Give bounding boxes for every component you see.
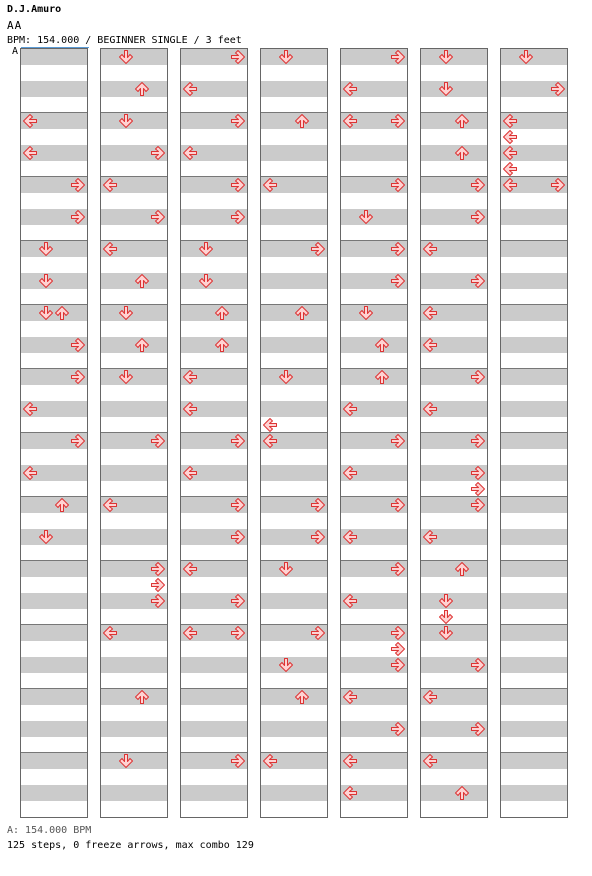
beat-band: [501, 497, 567, 513]
up-arrow-icon: [294, 113, 310, 129]
beat-band: [501, 209, 567, 225]
down-arrow-icon: [118, 49, 134, 65]
beat-band: [501, 625, 567, 641]
left-arrow-icon: [102, 241, 118, 257]
chart-column-2: [100, 48, 168, 818]
up-arrow-icon: [374, 337, 390, 353]
left-arrow-icon: [342, 689, 358, 705]
up-arrow-icon: [454, 561, 470, 577]
beat-band: [501, 593, 567, 609]
right-arrow-icon: [390, 561, 406, 577]
chart-column-5: [340, 48, 408, 818]
left-arrow-icon: [422, 305, 438, 321]
beat-band: [421, 625, 487, 641]
right-arrow-icon: [150, 145, 166, 161]
beat-band: [181, 273, 247, 289]
measure-line: [501, 368, 567, 369]
beat-band: [21, 593, 87, 609]
beat-band: [341, 305, 407, 321]
right-arrow-icon: [390, 49, 406, 65]
down-arrow-icon: [278, 561, 294, 577]
left-arrow-icon: [342, 113, 358, 129]
left-arrow-icon: [342, 593, 358, 609]
down-arrow-icon: [278, 369, 294, 385]
right-arrow-icon: [230, 497, 246, 513]
measure-line: [181, 688, 247, 689]
beat-band: [421, 593, 487, 609]
down-arrow-icon: [438, 625, 454, 641]
beat-band: [261, 465, 327, 481]
beat-band: [421, 81, 487, 97]
right-arrow-icon: [230, 49, 246, 65]
left-arrow-icon: [422, 529, 438, 545]
step-stats: 125 steps, 0 freeze arrows, max combo 129: [7, 840, 254, 851]
beat-band: [101, 465, 167, 481]
right-arrow-icon: [310, 497, 326, 513]
right-arrow-icon: [150, 593, 166, 609]
beat-band: [501, 241, 567, 257]
beat-band: [21, 241, 87, 257]
left-arrow-icon: [422, 401, 438, 417]
measure-line: [21, 688, 87, 689]
measure-line: [501, 304, 567, 305]
right-arrow-icon: [470, 209, 486, 225]
measure-line: [261, 560, 327, 561]
up-arrow-icon: [214, 305, 230, 321]
left-arrow-icon: [262, 417, 278, 433]
right-arrow-icon: [230, 177, 246, 193]
right-arrow-icon: [390, 657, 406, 673]
up-arrow-icon: [54, 305, 70, 321]
left-arrow-icon: [422, 241, 438, 257]
left-arrow-icon: [182, 81, 198, 97]
right-arrow-icon: [550, 177, 566, 193]
beat-band: [101, 529, 167, 545]
down-arrow-icon: [38, 305, 54, 321]
left-arrow-icon: [182, 465, 198, 481]
down-arrow-icon: [358, 209, 374, 225]
beat-band: [261, 785, 327, 801]
beat-band: [261, 593, 327, 609]
measure-line: [501, 432, 567, 433]
down-arrow-icon: [438, 609, 454, 625]
measure-line: [501, 688, 567, 689]
beat-band: [261, 657, 327, 673]
measure-line: [261, 368, 327, 369]
right-arrow-icon: [230, 529, 246, 545]
left-arrow-icon: [22, 401, 38, 417]
left-arrow-icon: [182, 401, 198, 417]
measure-line: [21, 240, 87, 241]
beat-band: [101, 721, 167, 737]
chart-column-1: [20, 48, 88, 818]
beat-band: [21, 721, 87, 737]
beat-band: [21, 49, 87, 65]
beat-band: [181, 657, 247, 673]
left-arrow-icon: [342, 401, 358, 417]
right-arrow-icon: [230, 593, 246, 609]
beat-band: [501, 753, 567, 769]
down-arrow-icon: [198, 273, 214, 289]
beat-band: [261, 369, 327, 385]
right-arrow-icon: [470, 465, 486, 481]
right-arrow-icon: [390, 497, 406, 513]
beat-band: [501, 337, 567, 353]
chart-column-4: [260, 48, 328, 818]
left-arrow-icon: [342, 81, 358, 97]
left-arrow-icon: [502, 145, 518, 161]
up-arrow-icon: [294, 689, 310, 705]
right-arrow-icon: [70, 337, 86, 353]
left-arrow-icon: [262, 753, 278, 769]
left-arrow-icon: [182, 369, 198, 385]
right-arrow-icon: [150, 561, 166, 577]
beat-band: [261, 81, 327, 97]
beat-band: [501, 465, 567, 481]
measure-line: [501, 496, 567, 497]
right-arrow-icon: [470, 657, 486, 673]
right-arrow-icon: [470, 177, 486, 193]
right-arrow-icon: [390, 433, 406, 449]
beat-band: [501, 305, 567, 321]
song-title: AA: [7, 19, 23, 32]
left-arrow-icon: [182, 625, 198, 641]
chart-column-3: [180, 48, 248, 818]
right-arrow-icon: [550, 81, 566, 97]
right-arrow-icon: [390, 273, 406, 289]
left-arrow-icon: [262, 433, 278, 449]
beat-band: [21, 561, 87, 577]
left-arrow-icon: [262, 177, 278, 193]
beat-band: [261, 145, 327, 161]
beat-band: [101, 305, 167, 321]
beat-band: [261, 209, 327, 225]
up-arrow-icon: [454, 113, 470, 129]
right-arrow-icon: [150, 209, 166, 225]
down-arrow-icon: [438, 593, 454, 609]
up-arrow-icon: [134, 273, 150, 289]
left-arrow-icon: [102, 497, 118, 513]
left-arrow-icon: [342, 529, 358, 545]
right-arrow-icon: [390, 113, 406, 129]
measure-line: [501, 240, 567, 241]
right-arrow-icon: [70, 369, 86, 385]
measure-line: [101, 752, 167, 753]
right-arrow-icon: [470, 481, 486, 497]
right-arrow-icon: [390, 625, 406, 641]
right-arrow-icon: [390, 177, 406, 193]
beat-band: [421, 49, 487, 65]
beat-band: [261, 561, 327, 577]
beat-band: [101, 113, 167, 129]
right-arrow-icon: [470, 273, 486, 289]
left-arrow-icon: [342, 465, 358, 481]
left-arrow-icon: [502, 113, 518, 129]
down-arrow-icon: [38, 529, 54, 545]
left-arrow-icon: [342, 785, 358, 801]
right-arrow-icon: [230, 113, 246, 129]
down-arrow-icon: [358, 305, 374, 321]
beat-band: [501, 433, 567, 449]
beat-band: [101, 369, 167, 385]
measure-line: [21, 624, 87, 625]
down-arrow-icon: [38, 273, 54, 289]
left-arrow-icon: [22, 145, 38, 161]
left-arrow-icon: [502, 177, 518, 193]
measure-line: [21, 752, 87, 753]
up-arrow-icon: [134, 689, 150, 705]
beat-band: [261, 721, 327, 737]
beat-band: [341, 145, 407, 161]
chart-meta: BPM: 154.000 / BEGINNER SINGLE / 3 feet: [7, 35, 242, 46]
right-arrow-icon: [390, 241, 406, 257]
measure-line: [21, 560, 87, 561]
left-arrow-icon: [22, 113, 38, 129]
beat-band: [261, 337, 327, 353]
beat-band: [21, 753, 87, 769]
beat-band: [501, 689, 567, 705]
right-arrow-icon: [70, 177, 86, 193]
beat-band: [501, 561, 567, 577]
right-arrow-icon: [230, 625, 246, 641]
down-arrow-icon: [278, 49, 294, 65]
right-arrow-icon: [470, 721, 486, 737]
up-arrow-icon: [214, 337, 230, 353]
left-arrow-icon: [102, 625, 118, 641]
up-arrow-icon: [454, 145, 470, 161]
down-arrow-icon: [118, 113, 134, 129]
beat-band: [501, 657, 567, 673]
measure-line: [181, 240, 247, 241]
beat-band: [501, 401, 567, 417]
right-arrow-icon: [390, 641, 406, 657]
left-arrow-icon: [182, 145, 198, 161]
beat-band: [101, 401, 167, 417]
right-arrow-icon: [470, 433, 486, 449]
beat-band: [181, 689, 247, 705]
beat-band: [501, 273, 567, 289]
left-arrow-icon: [102, 177, 118, 193]
right-arrow-icon: [470, 369, 486, 385]
beat-band: [101, 49, 167, 65]
beat-band: [21, 657, 87, 673]
song-artist: D.J.Amuro: [7, 4, 62, 15]
beat-band: [341, 209, 407, 225]
right-arrow-icon: [150, 433, 166, 449]
right-arrow-icon: [70, 433, 86, 449]
down-arrow-icon: [38, 241, 54, 257]
beat-band: [21, 81, 87, 97]
left-arrow-icon: [502, 129, 518, 145]
beat-band: [21, 625, 87, 641]
right-arrow-icon: [230, 433, 246, 449]
down-arrow-icon: [118, 369, 134, 385]
beat-band: [181, 721, 247, 737]
beat-band: [21, 689, 87, 705]
right-arrow-icon: [310, 529, 326, 545]
right-arrow-icon: [390, 721, 406, 737]
left-arrow-icon: [342, 753, 358, 769]
down-arrow-icon: [438, 81, 454, 97]
beat-band: [21, 273, 87, 289]
left-arrow-icon: [422, 689, 438, 705]
up-arrow-icon: [134, 81, 150, 97]
measure-line: [421, 624, 487, 625]
left-arrow-icon: [422, 753, 438, 769]
right-arrow-icon: [70, 209, 86, 225]
beat-band: [261, 273, 327, 289]
beat-band: [181, 785, 247, 801]
up-arrow-icon: [374, 369, 390, 385]
beat-band: [21, 785, 87, 801]
right-arrow-icon: [230, 209, 246, 225]
beat-band: [501, 49, 567, 65]
right-arrow-icon: [470, 497, 486, 513]
beat-band: [501, 785, 567, 801]
measure-line: [341, 304, 407, 305]
up-arrow-icon: [454, 785, 470, 801]
up-arrow-icon: [54, 497, 70, 513]
beat-band: [101, 657, 167, 673]
right-arrow-icon: [310, 241, 326, 257]
down-arrow-icon: [118, 753, 134, 769]
down-arrow-icon: [518, 49, 534, 65]
chart-column-7: [500, 48, 568, 818]
bpm-marker-label: A: [12, 46, 19, 57]
right-arrow-icon: [310, 625, 326, 641]
up-arrow-icon: [134, 337, 150, 353]
down-arrow-icon: [198, 241, 214, 257]
beat-band: [261, 49, 327, 65]
left-arrow-icon: [502, 161, 518, 177]
beat-band: [21, 529, 87, 545]
measure-line: [501, 752, 567, 753]
measure-line: [501, 624, 567, 625]
measure-line: [101, 368, 167, 369]
beat-band: [501, 721, 567, 737]
beat-band: [261, 401, 327, 417]
up-arrow-icon: [294, 305, 310, 321]
beat-band: [101, 785, 167, 801]
right-arrow-icon: [230, 753, 246, 769]
left-arrow-icon: [422, 337, 438, 353]
bpm-summary: A: 154.000 BPM: [7, 825, 92, 836]
beat-band: [181, 241, 247, 257]
chart-column-6: [420, 48, 488, 818]
left-arrow-icon: [182, 561, 198, 577]
beat-band: [101, 753, 167, 769]
right-arrow-icon: [150, 577, 166, 593]
down-arrow-icon: [278, 657, 294, 673]
down-arrow-icon: [438, 49, 454, 65]
beat-band: [501, 529, 567, 545]
measure-line: [101, 112, 167, 113]
beat-band: [501, 369, 567, 385]
down-arrow-icon: [118, 305, 134, 321]
left-arrow-icon: [22, 465, 38, 481]
measure-line: [501, 560, 567, 561]
measure-line: [101, 304, 167, 305]
